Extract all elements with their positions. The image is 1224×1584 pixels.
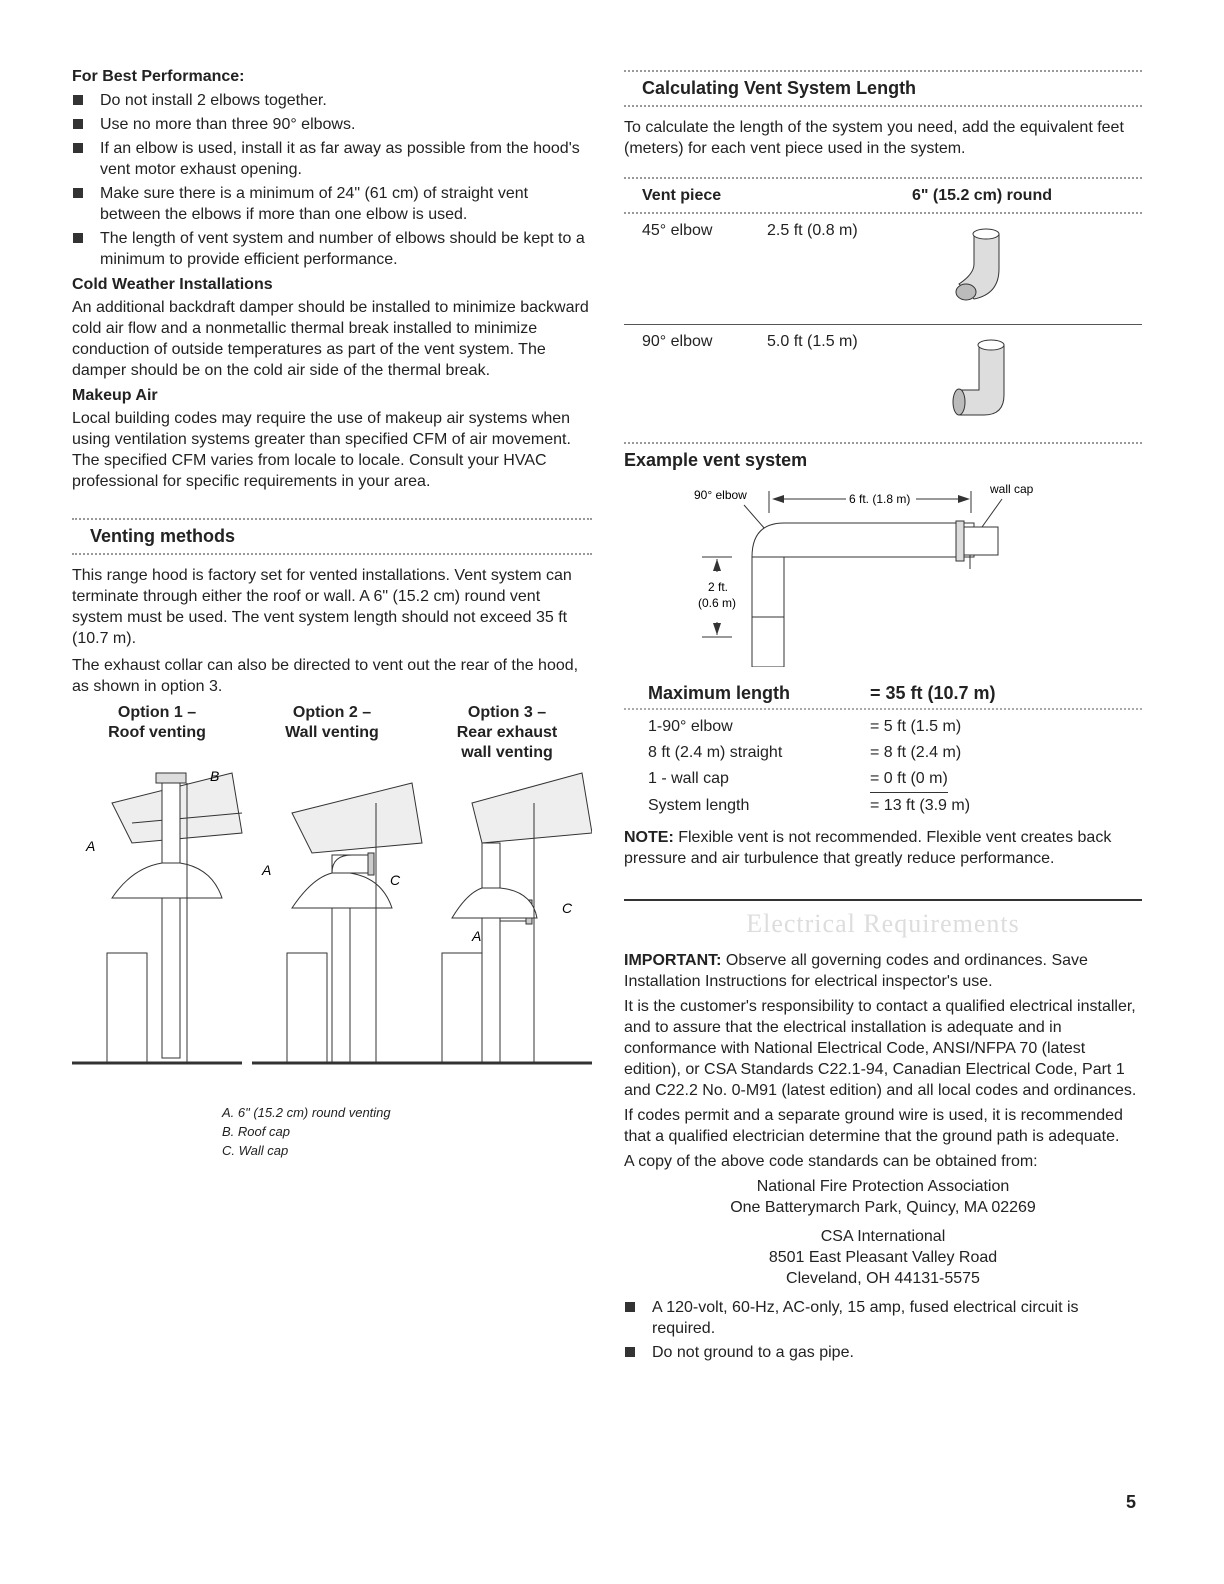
wall-cap-label: wall cap xyxy=(990,482,1034,496)
table-row: 1-90° elbow = 5 ft (1.5 m) xyxy=(648,718,962,735)
max-length-row: Maximum length = 35 ft (10.7 m) xyxy=(624,679,1142,710)
venting-methods-header xyxy=(72,518,592,555)
label-a: A xyxy=(262,862,272,878)
label-c: C xyxy=(390,872,401,888)
table-row: 45° elbow 2.5 ft (0.8 m) xyxy=(624,214,1142,324)
venting-legend: A. 6" (15.2 cm) round venting B. Roof cap C. Wall cap xyxy=(222,1105,391,1158)
rise-ft-label: 2 ft. xyxy=(708,580,729,594)
label-a: A xyxy=(472,928,482,944)
elbow-45-icon xyxy=(944,214,1024,314)
venting-methods-p2: The exhaust collar can also be directed to vent out the rear of the hood, as shown in option 3. xyxy=(72,657,579,695)
example-calculation xyxy=(624,710,1142,823)
list-item: The length of vent system and number of elbows should be kept to a minimum to provide efficient performance. xyxy=(72,228,592,270)
option-1: Option 1 – Roof venting xyxy=(108,704,206,741)
rise-m-label: (0.6 m) xyxy=(698,596,737,610)
example-vent-diagram xyxy=(624,477,1142,667)
vent-table-header: Vent piece 6" (15.2 cm) round xyxy=(624,177,1142,214)
table-row: 8 ft (2.4 m) straight = 8 ft (2.4 m) xyxy=(648,744,962,761)
note: NOTE: Flexible vent is not recommended. Flexible vent creates back pressure and air turbulence that greatly reduce performance. xyxy=(624,829,1112,867)
calc-text: To calculate the length of the system you need, add the equivalent feet (meters) for each vent piece used in the system. xyxy=(624,119,1124,157)
example-heading: Example vent system xyxy=(624,450,808,470)
list-item: If an elbow is used, install it as far away as possible from the hood's vent motor exhaust opening. xyxy=(72,138,592,180)
option-3: Option 3 – Rear exhaust wall venting xyxy=(456,704,558,761)
calc-heading: Calculating Vent System Length xyxy=(642,78,917,98)
electrical-p3: A copy of the above code standards can be obtained from: xyxy=(624,1153,1038,1170)
best-performance-list xyxy=(72,90,592,270)
run-label: 6 ft. (1.8 m) xyxy=(849,492,911,506)
label-b: B xyxy=(210,768,220,784)
table-row: 90° elbow 5.0 ft (1.5 m) xyxy=(624,324,1142,434)
makeup-air-heading: Makeup Air xyxy=(72,387,158,404)
venting-options-illustration xyxy=(72,763,592,1093)
label-c: C xyxy=(562,900,573,916)
list-item: A 120-volt, 60-Hz, AC-only, 15 amp, fused electrical circuit is required. xyxy=(624,1297,1142,1339)
electrical-p1: It is the customer's responsibility to contact a qualified electrical installer, and to assure that the electrical installation is adequate and in conformance with National Electrical Code, ANSI/NFPA 70 (latest edition), or CSA Standards C22.1-94, Canadian Electrical Code, Part 1 and C22.2 No. 0-M91 (latest edition) and all local codes and ordinances. xyxy=(624,998,1137,1099)
electrical-bullets xyxy=(624,1297,1142,1363)
best-performance-heading: For Best Performance: xyxy=(72,68,245,85)
label-a: A xyxy=(86,838,96,854)
address-nfpa: National Fire Protection Association One Batterymarch Park, Quincy, MA 02269 xyxy=(730,1178,1036,1216)
important-note: IMPORTANT: Observe all governing codes and ordinances. Save Installation Instructions for electrical inspector's use. xyxy=(624,952,1088,990)
venting-methods-p1: This range hood is factory set for vented installations. Vent system can terminate through either the roof or wall. A 6" (15.2 cm) round vent system must be used. The vent system length should not exceed 35 ft (10.7 m). xyxy=(72,567,572,647)
option-1-drawing xyxy=(72,768,242,1063)
cold-weather-heading: Cold Weather Installations xyxy=(72,276,273,293)
cold-weather-text: An additional backdraft damper should be installed to minimize backward cold air flow and a nonmetallic thermal break installed to minimize conduction of outside temperatures as part of the vent system. The damper should be on the cold air side of the thermal break. xyxy=(72,299,589,379)
table-row: System length = 13 ft (3.9 m) xyxy=(648,797,971,814)
list-item: Do not install 2 elbows together. xyxy=(72,90,592,111)
list-item: Make sure there is a minimum of 24" (61 cm) of straight vent between the elbows if more than one elbow is used. xyxy=(72,183,592,225)
elbow-label: 90° elbow xyxy=(694,488,747,502)
table-row: 1 - wall cap = 0 ft (0 m) xyxy=(648,766,1118,793)
list-item: Use no more than three 90° elbows. xyxy=(72,114,592,135)
elbow-90-icon xyxy=(944,325,1024,425)
option-2: Option 2 – Wall venting xyxy=(285,704,379,741)
makeup-air-text: Local building codes may require the use of makeup air systems when using ventilation systems greater than specified CFM of air movement. The specified CFM varies from locale to locale. Consult your HVAC professional for specific requirements in your area. xyxy=(72,410,571,490)
page-number: 5 xyxy=(1126,1492,1137,1512)
address-csa: CSA International 8501 East Pleasant Valley Road Cleveland, OH 44131-5575 xyxy=(768,1228,998,1287)
venting-methods-heading: Venting methods xyxy=(90,526,236,546)
option-2-drawing xyxy=(252,783,422,1063)
list-item: Do not ground to a gas pipe. xyxy=(624,1342,1142,1363)
right-column xyxy=(624,70,1142,1366)
calc-header xyxy=(624,70,1142,107)
electrical-p2: If codes permit and a separate ground wire is used, it is recommended that a qualified electrician determine that the ground path is adequate. xyxy=(624,1107,1123,1145)
option-3-drawing xyxy=(422,773,592,1063)
left-column xyxy=(72,66,592,1160)
electrical-heading: Electrical Requirements xyxy=(624,899,1142,940)
venting-options xyxy=(72,703,592,763)
